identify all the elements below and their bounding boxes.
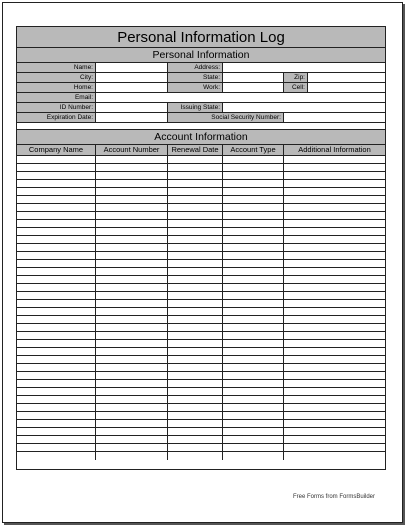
company-name-cell[interactable] [17, 156, 96, 163]
additional-information-cell[interactable] [284, 308, 385, 315]
renewal-date-cell[interactable] [168, 220, 223, 227]
table-row [17, 412, 385, 420]
additional-information-cell[interactable] [284, 276, 385, 283]
account-number-cell[interactable] [96, 220, 168, 227]
company-name-cell[interactable] [17, 316, 96, 323]
account-number-cell[interactable] [96, 212, 168, 219]
table-row [17, 340, 385, 348]
account-number-cell[interactable] [96, 188, 168, 195]
company-name-cell[interactable] [17, 412, 96, 419]
account-number-cell[interactable] [96, 404, 168, 411]
additional-information-cell[interactable] [284, 444, 385, 451]
company-name-cell[interactable] [17, 196, 96, 203]
company-name-cell[interactable] [17, 292, 96, 299]
account-number-cell[interactable] [96, 364, 168, 371]
additional-information-cell[interactable] [284, 428, 385, 435]
additional-information-cell[interactable] [284, 196, 385, 203]
account-type-cell[interactable] [223, 300, 284, 307]
account-number-cell[interactable] [96, 372, 168, 379]
home-phone-field[interactable] [96, 83, 168, 92]
account-type-cell[interactable] [223, 164, 284, 171]
table-row [17, 364, 385, 372]
address-field[interactable] [223, 63, 385, 72]
account-number-cell[interactable] [96, 324, 168, 331]
renewal-date-cell[interactable] [168, 300, 223, 307]
account-type-cell[interactable] [223, 268, 284, 275]
renewal-date-cell[interactable] [168, 356, 223, 363]
table-row [17, 268, 385, 276]
account-type-cell[interactable] [223, 316, 284, 323]
phone-row [17, 83, 385, 93]
table-row [17, 220, 385, 228]
account-number-cell[interactable] [96, 356, 168, 363]
table-row [17, 356, 385, 364]
renewal-date-cell[interactable] [168, 316, 223, 323]
additional-information-cell[interactable] [284, 396, 385, 403]
additional-information-cell[interactable] [284, 220, 385, 227]
additional-information-cell[interactable] [284, 180, 385, 187]
renewal-date-cell[interactable] [168, 388, 223, 395]
table-row [17, 452, 385, 460]
account-type-cell[interactable] [223, 252, 284, 259]
account-type-cell[interactable] [223, 228, 284, 235]
account-type-cell[interactable] [223, 364, 284, 371]
additional-information-cell[interactable] [284, 188, 385, 195]
account-type-cell[interactable] [223, 276, 284, 283]
account-number-cell[interactable] [96, 156, 168, 163]
company-name-cell[interactable] [17, 348, 96, 355]
state-label: State: [168, 73, 223, 82]
renewal-date-cell[interactable] [168, 156, 223, 163]
account-number-cell[interactable] [96, 420, 168, 427]
company-name-cell[interactable] [17, 388, 96, 395]
renewal-date-cell[interactable] [168, 204, 223, 211]
additional-information-cell[interactable] [284, 452, 385, 460]
additional-information-cell[interactable] [284, 172, 385, 179]
company-name-cell[interactable] [17, 228, 96, 235]
renewal-date-cell[interactable] [168, 212, 223, 219]
additional-information-cell[interactable] [284, 164, 385, 171]
account-type-cell[interactable] [223, 420, 284, 427]
company-name-cell[interactable] [17, 284, 96, 291]
renewal-date-cell[interactable] [168, 380, 223, 387]
additional-information-cell[interactable] [284, 300, 385, 307]
account-type-cell[interactable] [223, 236, 284, 243]
renewal-date-cell[interactable] [168, 396, 223, 403]
column-header-renewal-date: Renewal Date [168, 145, 223, 155]
renewal-date-cell[interactable] [168, 412, 223, 419]
table-row [17, 388, 385, 396]
account-type-cell[interactable] [223, 452, 284, 460]
account-type-cell[interactable] [223, 188, 284, 195]
account-number-cell[interactable] [96, 396, 168, 403]
table-row [17, 444, 385, 452]
table-row [17, 180, 385, 188]
company-name-cell[interactable] [17, 452, 96, 460]
company-name-cell[interactable] [17, 308, 96, 315]
renewal-date-cell[interactable] [168, 284, 223, 291]
account-type-cell[interactable] [223, 428, 284, 435]
additional-information-cell[interactable] [284, 244, 385, 251]
renewal-date-cell[interactable] [168, 436, 223, 443]
account-type-cell[interactable] [223, 196, 284, 203]
expiration-date-label: Expiration Date: [17, 113, 96, 122]
additional-information-cell[interactable] [284, 380, 385, 387]
company-name-cell[interactable] [17, 268, 96, 275]
table-row [17, 228, 385, 236]
column-header-company-name: Company Name [17, 145, 96, 155]
account-type-cell[interactable] [223, 436, 284, 443]
expiration-date-field[interactable] [96, 113, 168, 122]
renewal-date-cell[interactable] [168, 180, 223, 187]
account-type-cell[interactable] [223, 260, 284, 267]
address-label: Address: [168, 63, 223, 72]
account-number-cell[interactable] [96, 196, 168, 203]
additional-information-cell[interactable] [284, 260, 385, 267]
renewal-date-cell[interactable] [168, 404, 223, 411]
company-name-cell[interactable] [17, 300, 96, 307]
account-number-cell[interactable] [96, 332, 168, 339]
company-name-cell[interactable] [17, 372, 96, 379]
company-name-cell[interactable] [17, 356, 96, 363]
company-name-cell[interactable] [17, 404, 96, 411]
additional-information-cell[interactable] [284, 324, 385, 331]
account-number-cell[interactable] [96, 180, 168, 187]
table-row [17, 188, 385, 196]
account-number-cell[interactable] [96, 252, 168, 259]
city-label: City: [17, 73, 96, 82]
renewal-date-cell[interactable] [168, 268, 223, 275]
company-name-cell[interactable] [17, 436, 96, 443]
email-field[interactable] [96, 93, 385, 102]
account-number-cell[interactable] [96, 268, 168, 275]
company-name-cell[interactable] [17, 324, 96, 331]
renewal-date-cell[interactable] [168, 260, 223, 267]
additional-information-cell[interactable] [284, 292, 385, 299]
company-name-cell[interactable] [17, 364, 96, 371]
renewal-date-cell[interactable] [168, 244, 223, 251]
column-header-account-type: Account Type [223, 145, 284, 155]
city-field[interactable] [96, 73, 168, 82]
zip-label: Zip: [284, 73, 308, 82]
issuing-state-field[interactable] [223, 103, 385, 112]
additional-information-cell[interactable] [284, 156, 385, 163]
account-type-cell[interactable] [223, 372, 284, 379]
account-type-cell[interactable] [223, 172, 284, 179]
cell-phone-label: Cell: [284, 83, 308, 92]
table-row [17, 300, 385, 308]
name-address-row [17, 63, 385, 73]
table-row [17, 204, 385, 212]
account-type-cell[interactable] [223, 180, 284, 187]
table-row [17, 156, 385, 164]
account-number-cell[interactable] [96, 444, 168, 451]
ssn-label: Social Security Number: [168, 113, 284, 122]
company-name-cell[interactable] [17, 220, 96, 227]
account-type-cell[interactable] [223, 380, 284, 387]
company-name-cell[interactable] [17, 332, 96, 339]
account-type-cell[interactable] [223, 292, 284, 299]
additional-information-cell[interactable] [284, 372, 385, 379]
table-row [17, 380, 385, 388]
table-row [17, 404, 385, 412]
additional-information-cell[interactable] [284, 204, 385, 211]
account-number-cell[interactable] [96, 412, 168, 419]
additional-information-cell[interactable] [284, 212, 385, 219]
account-type-cell[interactable] [223, 444, 284, 451]
account-number-cell[interactable] [96, 284, 168, 291]
renewal-date-cell[interactable] [168, 372, 223, 379]
state-field[interactable] [223, 73, 284, 82]
table-row [17, 260, 385, 268]
table-row [17, 428, 385, 436]
account-type-cell[interactable] [223, 396, 284, 403]
additional-information-cell[interactable] [284, 332, 385, 339]
additional-information-cell[interactable] [284, 340, 385, 347]
personal-information-log-form [16, 26, 386, 470]
renewal-date-cell[interactable] [168, 444, 223, 451]
table-row [17, 316, 385, 324]
name-field[interactable] [96, 63, 168, 72]
table-row [17, 396, 385, 404]
home-phone-label: Home: [17, 83, 96, 92]
renewal-date-cell[interactable] [168, 308, 223, 315]
additional-information-cell[interactable] [284, 364, 385, 371]
account-number-cell[interactable] [96, 244, 168, 251]
table-row [17, 236, 385, 244]
table-row [17, 324, 385, 332]
account-table-body [17, 156, 385, 460]
email-label: Email: [17, 93, 96, 102]
account-type-cell[interactable] [223, 324, 284, 331]
work-phone-label: Work: [168, 83, 223, 92]
additional-information-cell[interactable] [284, 356, 385, 363]
additional-information-cell[interactable] [284, 420, 385, 427]
additional-information-cell[interactable] [284, 268, 385, 275]
additional-information-cell[interactable] [284, 388, 385, 395]
renewal-date-cell[interactable] [168, 236, 223, 243]
name-label: Name: [17, 63, 96, 72]
account-number-cell[interactable] [96, 452, 168, 460]
account-type-cell[interactable] [223, 284, 284, 291]
additional-information-cell[interactable] [284, 404, 385, 411]
account-number-cell[interactable] [96, 348, 168, 355]
renewal-date-cell[interactable] [168, 292, 223, 299]
work-phone-field[interactable] [223, 83, 284, 92]
table-row [17, 348, 385, 356]
email-row [17, 93, 385, 103]
table-row [17, 420, 385, 428]
id-number-label: ID Number: [17, 103, 96, 112]
renewal-date-cell[interactable] [168, 324, 223, 331]
account-number-cell[interactable] [96, 380, 168, 387]
account-type-cell[interactable] [223, 404, 284, 411]
company-name-cell[interactable] [17, 276, 96, 283]
additional-information-cell[interactable] [284, 316, 385, 323]
renewal-date-cell[interactable] [168, 276, 223, 283]
account-type-cell[interactable] [223, 244, 284, 251]
account-number-cell[interactable] [96, 260, 168, 267]
account-type-cell[interactable] [223, 348, 284, 355]
renewal-date-cell[interactable] [168, 420, 223, 427]
renewal-date-cell[interactable] [168, 228, 223, 235]
company-name-cell[interactable] [17, 380, 96, 387]
account-type-cell[interactable] [223, 340, 284, 347]
id-number-field[interactable] [96, 103, 168, 112]
table-row [17, 212, 385, 220]
renewal-date-cell[interactable] [168, 196, 223, 203]
table-row [17, 164, 385, 172]
renewal-date-cell[interactable] [168, 252, 223, 259]
account-table-header [17, 145, 385, 156]
table-row [17, 372, 385, 380]
additional-information-cell[interactable] [284, 436, 385, 443]
column-header-account-number: Account Number [96, 145, 168, 155]
company-name-cell[interactable] [17, 396, 96, 403]
form-page [2, 2, 403, 523]
column-header-additional-information: Additional Information [298, 145, 371, 154]
renewal-date-cell[interactable] [168, 332, 223, 339]
table-row [17, 244, 385, 252]
company-name-cell[interactable] [17, 212, 96, 219]
account-type-cell[interactable] [223, 220, 284, 227]
table-row [17, 436, 385, 444]
account-number-cell[interactable] [96, 388, 168, 395]
table-row [17, 276, 385, 284]
account-number-cell[interactable] [96, 276, 168, 283]
personal-information-header: Personal Information [17, 48, 385, 63]
company-name-cell[interactable] [17, 180, 96, 187]
section-spacer [17, 123, 385, 130]
renewal-date-cell[interactable] [168, 164, 223, 171]
expiration-ssn-row [17, 113, 385, 123]
company-name-cell[interactable] [17, 340, 96, 347]
renewal-date-cell[interactable] [168, 340, 223, 347]
id-number-row [17, 103, 385, 113]
account-type-cell[interactable] [223, 204, 284, 211]
cell-phone-field[interactable] [308, 83, 385, 92]
account-number-cell[interactable] [96, 228, 168, 235]
account-number-cell[interactable] [96, 204, 168, 211]
renewal-date-cell[interactable] [168, 452, 223, 460]
company-name-cell[interactable] [17, 252, 96, 259]
table-row [17, 292, 385, 300]
additional-information-cell[interactable] [284, 228, 385, 235]
renewal-date-cell[interactable] [168, 172, 223, 179]
issuing-state-label: Issuing State: [168, 103, 223, 112]
additional-information-cell[interactable] [284, 348, 385, 355]
account-number-cell[interactable] [96, 164, 168, 171]
table-row [17, 284, 385, 292]
zip-field[interactable] [308, 73, 385, 82]
company-name-cell[interactable] [17, 236, 96, 243]
form-title: Personal Information Log [17, 27, 385, 48]
company-name-cell[interactable] [17, 420, 96, 427]
ssn-field[interactable] [284, 113, 385, 122]
footer-credit: Free Forms from FormsBuilder [293, 494, 376, 500]
table-row [17, 172, 385, 180]
account-number-cell[interactable] [96, 308, 168, 315]
table-row [17, 308, 385, 316]
account-type-cell[interactable] [223, 356, 284, 363]
account-number-cell[interactable] [96, 292, 168, 299]
account-number-cell[interactable] [96, 436, 168, 443]
account-number-cell[interactable] [96, 236, 168, 243]
additional-information-cell[interactable] [284, 412, 385, 419]
company-name-cell[interactable] [17, 188, 96, 195]
account-number-cell[interactable] [96, 300, 168, 307]
account-type-cell[interactable] [223, 388, 284, 395]
account-type-cell[interactable] [223, 332, 284, 339]
additional-information-cell[interactable] [284, 252, 385, 259]
account-number-cell[interactable] [96, 428, 168, 435]
renewal-date-cell[interactable] [168, 364, 223, 371]
table-row [17, 196, 385, 204]
company-name-cell[interactable] [17, 164, 96, 171]
city-state-zip-row [17, 73, 385, 83]
renewal-date-cell[interactable] [168, 428, 223, 435]
renewal-date-cell[interactable] [168, 188, 223, 195]
additional-information-cell[interactable] [284, 284, 385, 291]
company-name-cell[interactable] [17, 204, 96, 211]
company-name-cell[interactable] [17, 244, 96, 251]
table-row [17, 332, 385, 340]
account-type-cell[interactable] [223, 156, 284, 163]
company-name-cell[interactable] [17, 172, 96, 179]
account-number-cell[interactable] [96, 340, 168, 347]
company-name-cell[interactable] [17, 444, 96, 451]
renewal-date-cell[interactable] [168, 348, 223, 355]
additional-information-cell[interactable] [284, 236, 385, 243]
account-type-cell[interactable] [223, 412, 284, 419]
account-number-cell[interactable] [96, 316, 168, 323]
table-row [17, 252, 385, 260]
company-name-cell[interactable] [17, 428, 96, 435]
account-number-cell[interactable] [96, 172, 168, 179]
account-information-header: Account Information [17, 130, 385, 145]
account-type-cell[interactable] [223, 212, 284, 219]
company-name-cell[interactable] [17, 260, 96, 267]
account-type-cell[interactable] [223, 308, 284, 315]
